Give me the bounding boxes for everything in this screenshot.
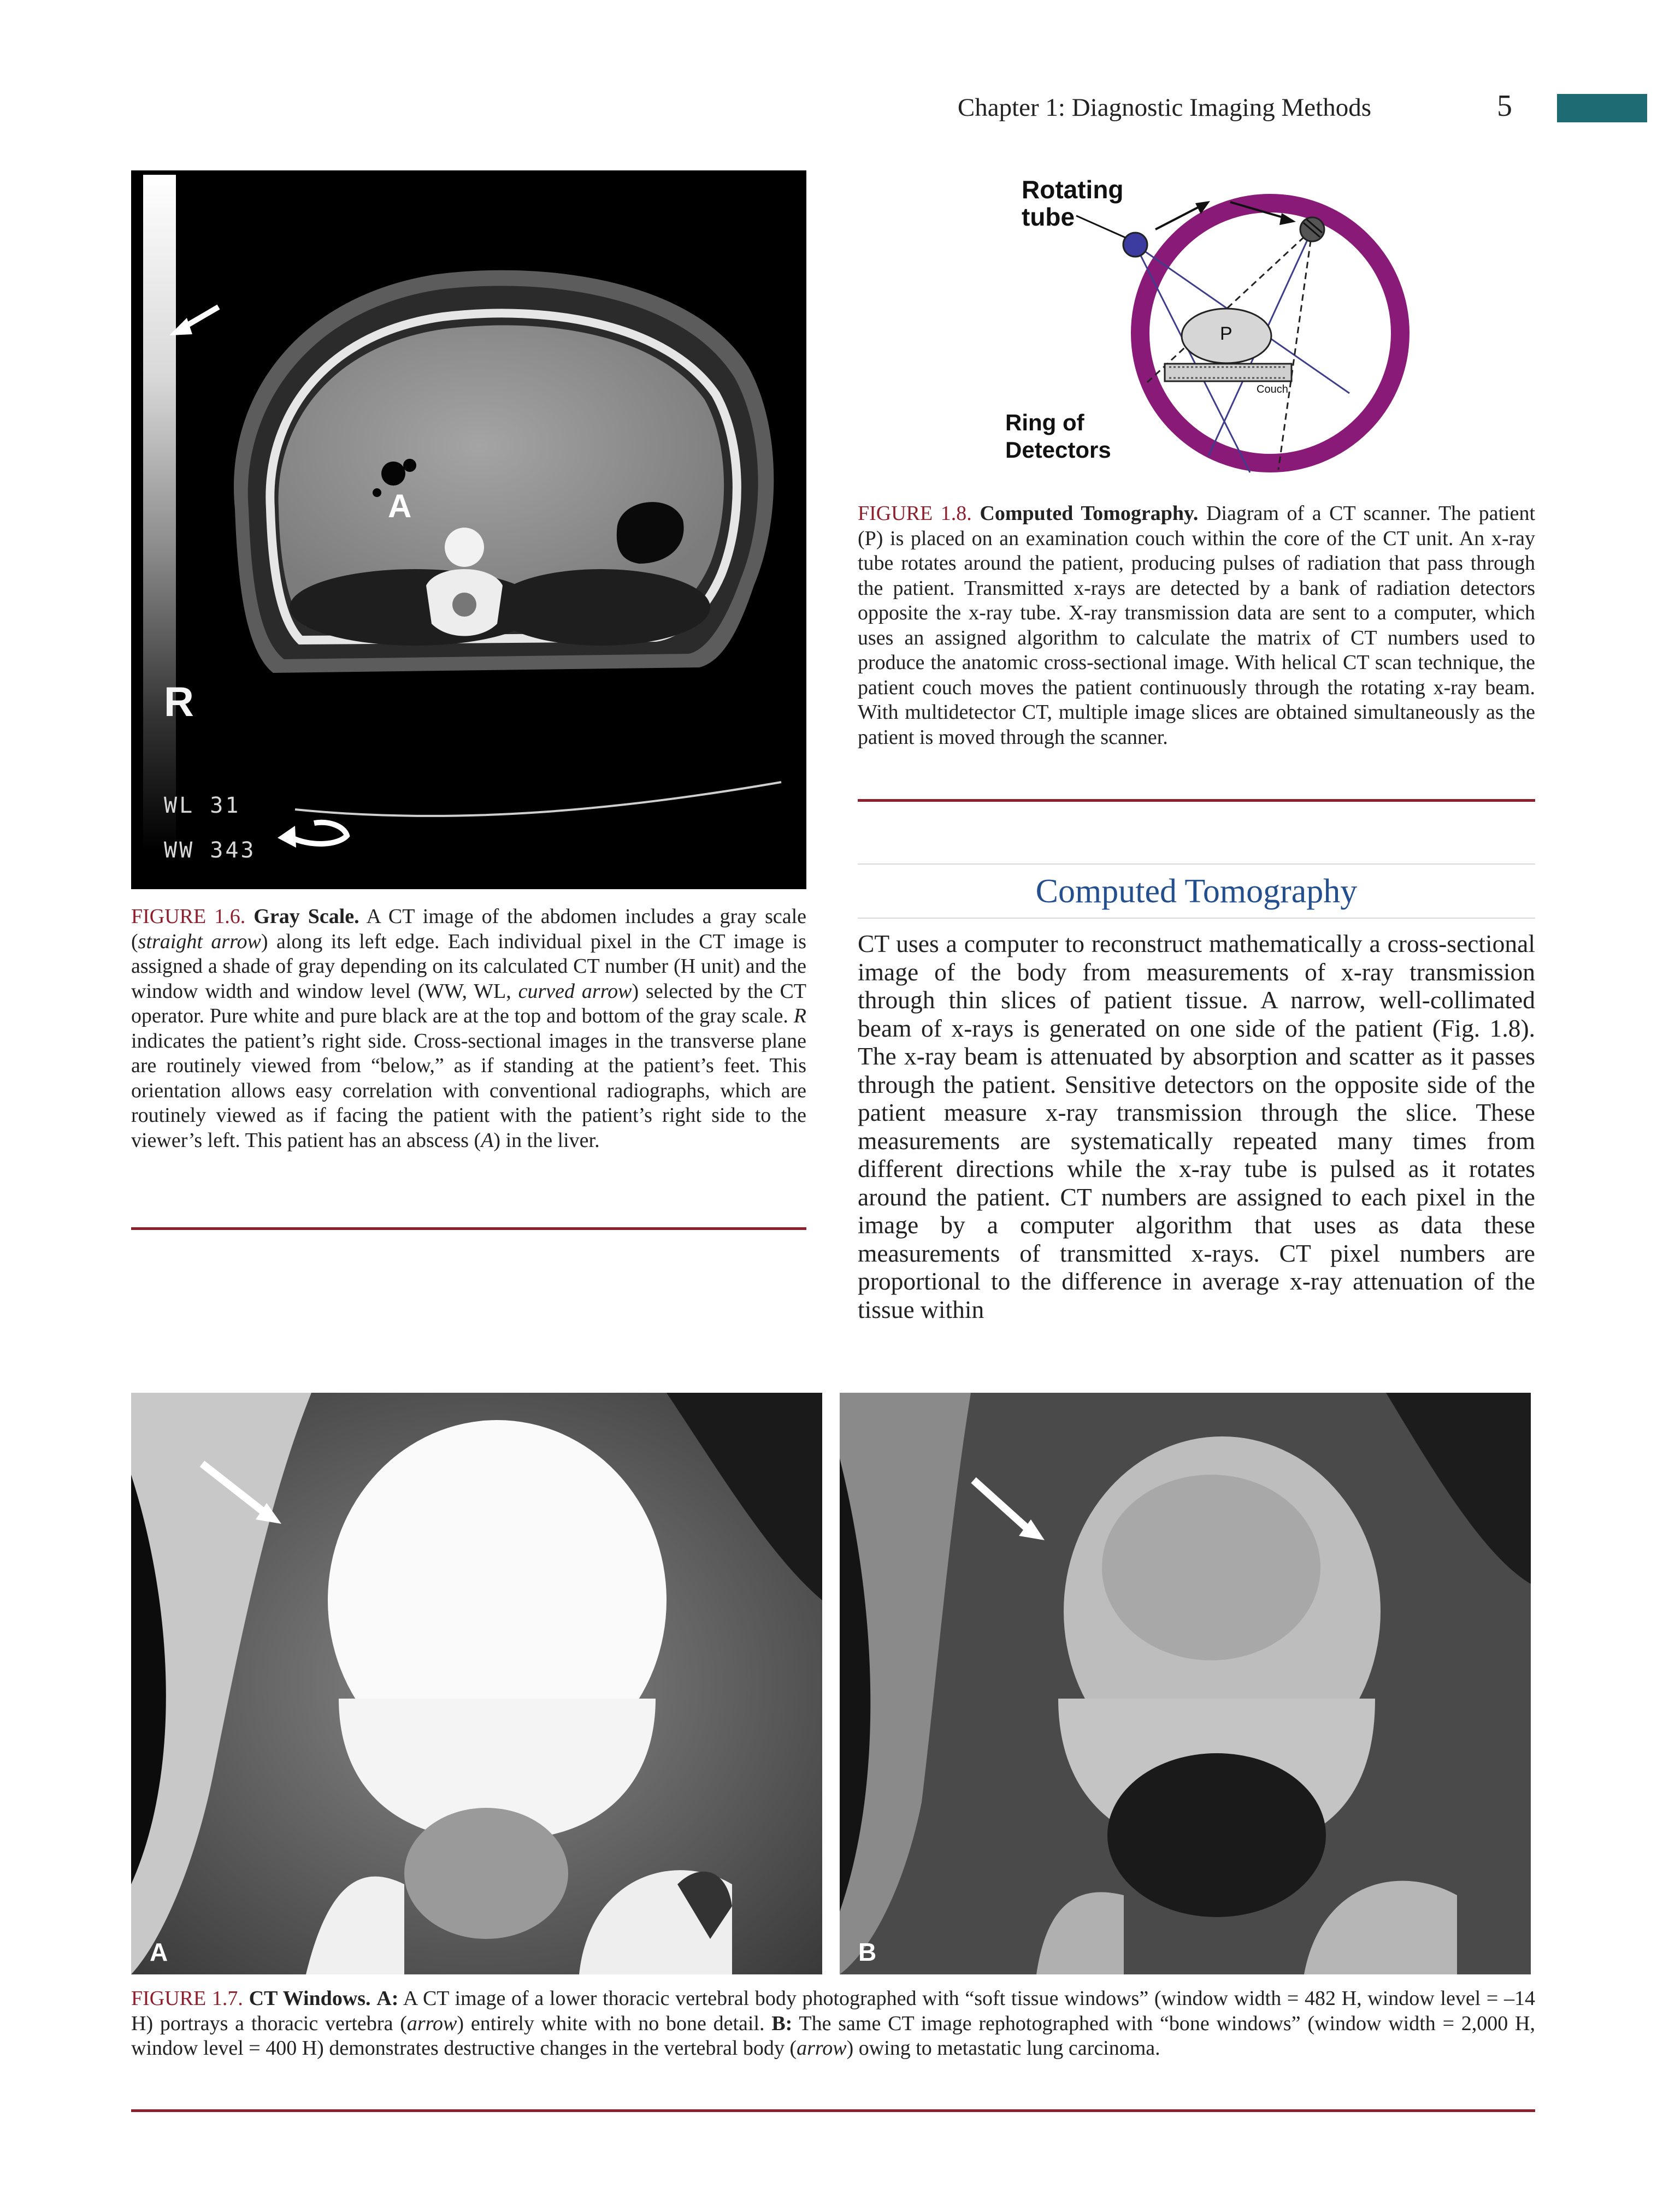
caption-label: FIGURE 1.7.	[131, 1987, 243, 2010]
caption-body	[131, 905, 806, 1152]
ct-soft-tissue-window	[131, 1393, 822, 1974]
caption-run: ) owing to metastatic lung carcinoma.	[846, 2037, 1160, 2060]
patient-label: P	[1220, 323, 1232, 344]
caption-run: ) along its left edge. Each individual pixel in the CT image is assigned a shade of gray depending on its calculated CT number (H unit) and the window width and window level (WW, WL,	[131, 930, 806, 1003]
page-number: 5	[1497, 89, 1512, 123]
figure-1-6-caption	[131, 904, 806, 1153]
figure-1-7-caption	[131, 1986, 1535, 2061]
ct-bone-window	[840, 1393, 1531, 1974]
detectors-label: Detectors	[1005, 437, 1111, 463]
section-heading: Computed Tomography	[1035, 873, 1358, 910]
caption-run: ) selected by the CT operator. Pure white and pure black are at the top and bottom of the gray scale.	[131, 979, 806, 1027]
caption-run: R	[793, 1004, 806, 1027]
caption-run: straight arrow	[138, 930, 261, 953]
figure-1-7-panel-a	[131, 1393, 822, 1974]
caption-run: arrow	[797, 2037, 847, 2060]
caption-rule	[858, 799, 1535, 802]
caption-title: Computed Tomography.	[980, 502, 1199, 525]
panel-b-label: B	[858, 1938, 877, 1966]
ct-abdomen-illustration	[131, 170, 806, 889]
figure-1-6-ct-image	[131, 170, 806, 889]
patient-right-label: R	[164, 679, 194, 725]
caption-run: curved arrow	[518, 979, 632, 1003]
caption-run: ) entirely white with no bone detail.	[457, 2012, 772, 2035]
window-level-readout: WL 31	[164, 793, 241, 818]
caption-body: Diagram of a CT scanner. The patient (P) is placed on an examination couch within the core of the CT unit. An x-ray tube rotates around the patient, producing pulses of radiation that pass through the patient. Transmitted x-rays are detected by a bank of radiation detectors opposite the x-ray tube. X-ray transmission data are sent to a computer, which uses an assigned algorithm to calculate the matrix of CT numbers used to produce the anatomic cross-sectional image. With helical CT scan technique, the patient couch moves the patient continuously through the rotating x-ray beam. With multidetector CT, multiple image slices are obtained simultaneously as the patient is moved through the scanner.	[858, 502, 1536, 749]
figure-1-8-diagram	[994, 164, 1420, 486]
caption-run: A:	[376, 1987, 399, 2010]
rotating-label: Rotating	[1022, 175, 1124, 204]
caption-run: arrow	[406, 2012, 457, 2035]
caption-run: ) in the liver.	[493, 1128, 600, 1152]
caption-label: FIGURE 1.6.	[131, 905, 246, 928]
caption-label: FIGURE 1.8.	[858, 502, 972, 525]
caption-run: B:	[771, 2012, 793, 2035]
caption-run: A CT image of the abdomen includes a gray scale (	[131, 905, 807, 953]
section-bottom-rule	[858, 918, 1535, 919]
caption-title: Gray Scale.	[253, 905, 359, 928]
body-paragraph: CT uses a computer to reconstruct mathematically a cross-sectional image of the body from measurements of x-ray transmission through thin slices of patient tissue. A narrow, well-collimated beam of x-rays is generated on one side of the patient (Fig. 1.8). The x-ray beam is attenuated by absorption and scatter as it passes through the patient. Sensitive detectors on the opposite side of the patient measure x-ray transmission through the slice. These measurements are systematically repeated many times from different directions while the x-ray tube is pulsed as it rotates around the patient. CT numbers are assigned to each pixel in the image by a computer algorithm that uses as data these measurements of transmitted x-rays. CT pixel numbers are proportional to the difference in average x-ray attenuation of the tissue within	[858, 930, 1535, 1323]
figure-1-7-panel-b	[840, 1393, 1531, 1974]
caption-run: indicates the patient’s right side. Cross-sectional images in the transverse plane are routinely viewed from “below,” as if standing at the patient’s feet. This orientation allows easy correlation with conventional radiographs, which are routinely viewed as if facing the patient with the patient’s right side to the viewer’s left. This patient has an abscess (	[131, 1029, 806, 1152]
section-top-rule	[858, 863, 1535, 865]
running-head: Chapter 1: Diagnostic Imaging Methods	[957, 93, 1371, 122]
figure-1-8-caption	[858, 501, 1535, 750]
caption-rule	[131, 2109, 1535, 2112]
tube-label: tube	[1022, 203, 1075, 231]
abscess-label: A	[388, 488, 412, 524]
panel-a-label: A	[150, 1938, 168, 1966]
couch-label: Couch	[1257, 383, 1288, 395]
caption-rule	[131, 1227, 806, 1230]
caption-run: A	[481, 1128, 494, 1152]
window-width-readout: WW 343	[164, 838, 256, 863]
caption-run: The same CT image rephotographed with “bone windows” (window width = 2,000 H, window level = 400 H) demonstrates destructive changes in the vertebral body (	[131, 2012, 1535, 2060]
xray-tube-icon	[1123, 233, 1147, 257]
header-color-tab	[1557, 94, 1647, 122]
caption-title: CT Windows.	[249, 1987, 371, 2010]
caption-run: A CT image of a lower thoracic vertebral body photographed with “soft tissue windows” (window width = 482 H, window level = –14 H) portrays a thoracic vertebra (	[131, 1987, 1536, 2035]
ring-of-label: Ring of	[1005, 410, 1084, 435]
